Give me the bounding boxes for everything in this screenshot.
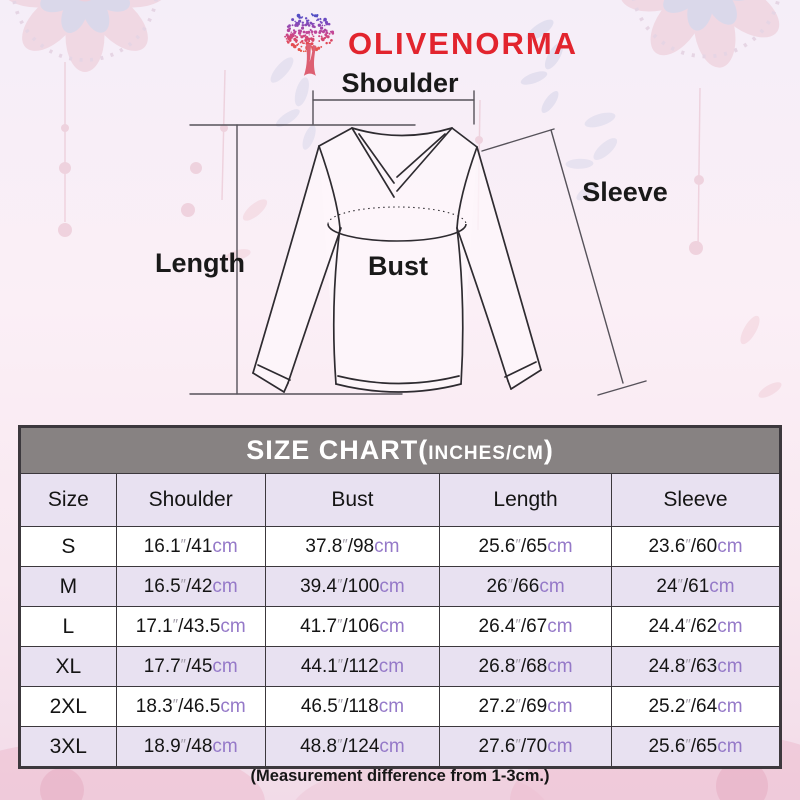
table-row [20, 527, 781, 567]
title-main: SIZE CHART [246, 435, 419, 465]
measurement-cell: 24″/61cm [612, 567, 781, 607]
measurement-note: (Measurement difference from 1-3cm.) [250, 767, 550, 785]
sleeve-label: Sleeve [582, 177, 668, 207]
column-header-sleeve: Sleeve [612, 474, 781, 527]
size-label: M [20, 567, 117, 607]
title-paren-open: ( [418, 435, 429, 465]
size-chart-title [20, 427, 781, 474]
size-label: S [20, 527, 117, 567]
table-row [20, 727, 781, 768]
shoulder-label: Shoulder [341, 68, 459, 98]
table-row [20, 647, 781, 687]
table-row [20, 567, 781, 607]
measurement-cell: 27.2″/69cm [440, 687, 612, 727]
measurement-cell: 24.4″/62cm [612, 607, 781, 647]
measurement-cell: 17.1″/43.5cm [116, 607, 265, 647]
table-row [20, 607, 781, 647]
brand-name: OLIVENORMA [347, 26, 579, 61]
sleeve-tick-top [482, 129, 554, 151]
column-header-bust: Bust [265, 474, 439, 527]
column-header-shoulder: Shoulder [116, 474, 265, 527]
measurement-cell: 16.5″/42cm [116, 567, 265, 607]
measurement-cell: 23.6″/60cm [612, 527, 781, 567]
title-paren-close: ) [543, 435, 554, 465]
table-row [20, 687, 781, 727]
column-header-length: Length [440, 474, 612, 527]
measurement-cell: 17.7″/45cm [116, 647, 265, 687]
measurement-cell: 41.7″/106cm [265, 607, 439, 647]
size-label: L [20, 607, 117, 647]
measurement-cell: 18.3″/46.5cm [116, 687, 265, 727]
size-label: XL [20, 647, 117, 687]
sleeve-tick-bottom [598, 381, 646, 395]
measurement-cell: 37.8″/98cm [265, 527, 439, 567]
measurement-cell: 25.2″/64cm [612, 687, 781, 727]
measurement-cell: 18.9″/48cm [116, 727, 265, 768]
measurement-cell: 27.6″/70cm [440, 727, 612, 768]
size-label: 3XL [20, 727, 117, 768]
measurement-cell: 48.8″/124cm [265, 727, 439, 768]
title-row [20, 427, 781, 474]
size-label: 2XL [20, 687, 117, 727]
measurement-cell: 39.4″/100cm [265, 567, 439, 607]
measurement-cell: 25.6″/65cm [440, 527, 612, 567]
title-units: INCHES/CM [428, 443, 544, 464]
column-header-size: Size [20, 474, 117, 527]
measurement-cell: 16.1″/41cm [116, 527, 265, 567]
bust-label: Bust [368, 251, 428, 281]
measurement-cell: 44.1″/112cm [265, 647, 439, 687]
measurement-cell: 26.8″/68cm [440, 647, 612, 687]
length-label: Length [155, 248, 245, 278]
brand-header [0, 6, 800, 82]
column-header-row [20, 474, 781, 527]
size-chart-table [18, 425, 782, 769]
measurement-cell: 24.8″/63cm [612, 647, 781, 687]
size-rows [20, 527, 781, 768]
measurement-cell: 26″/66cm [440, 567, 612, 607]
sleeve-measure-line [551, 130, 623, 383]
measurement-cell: 25.6″/65cm [612, 727, 781, 768]
tree-logo-icon [278, 6, 340, 82]
measurement-cell: 46.5″/118cm [265, 687, 439, 727]
measurement-cell: 26.4″/67cm [440, 607, 612, 647]
